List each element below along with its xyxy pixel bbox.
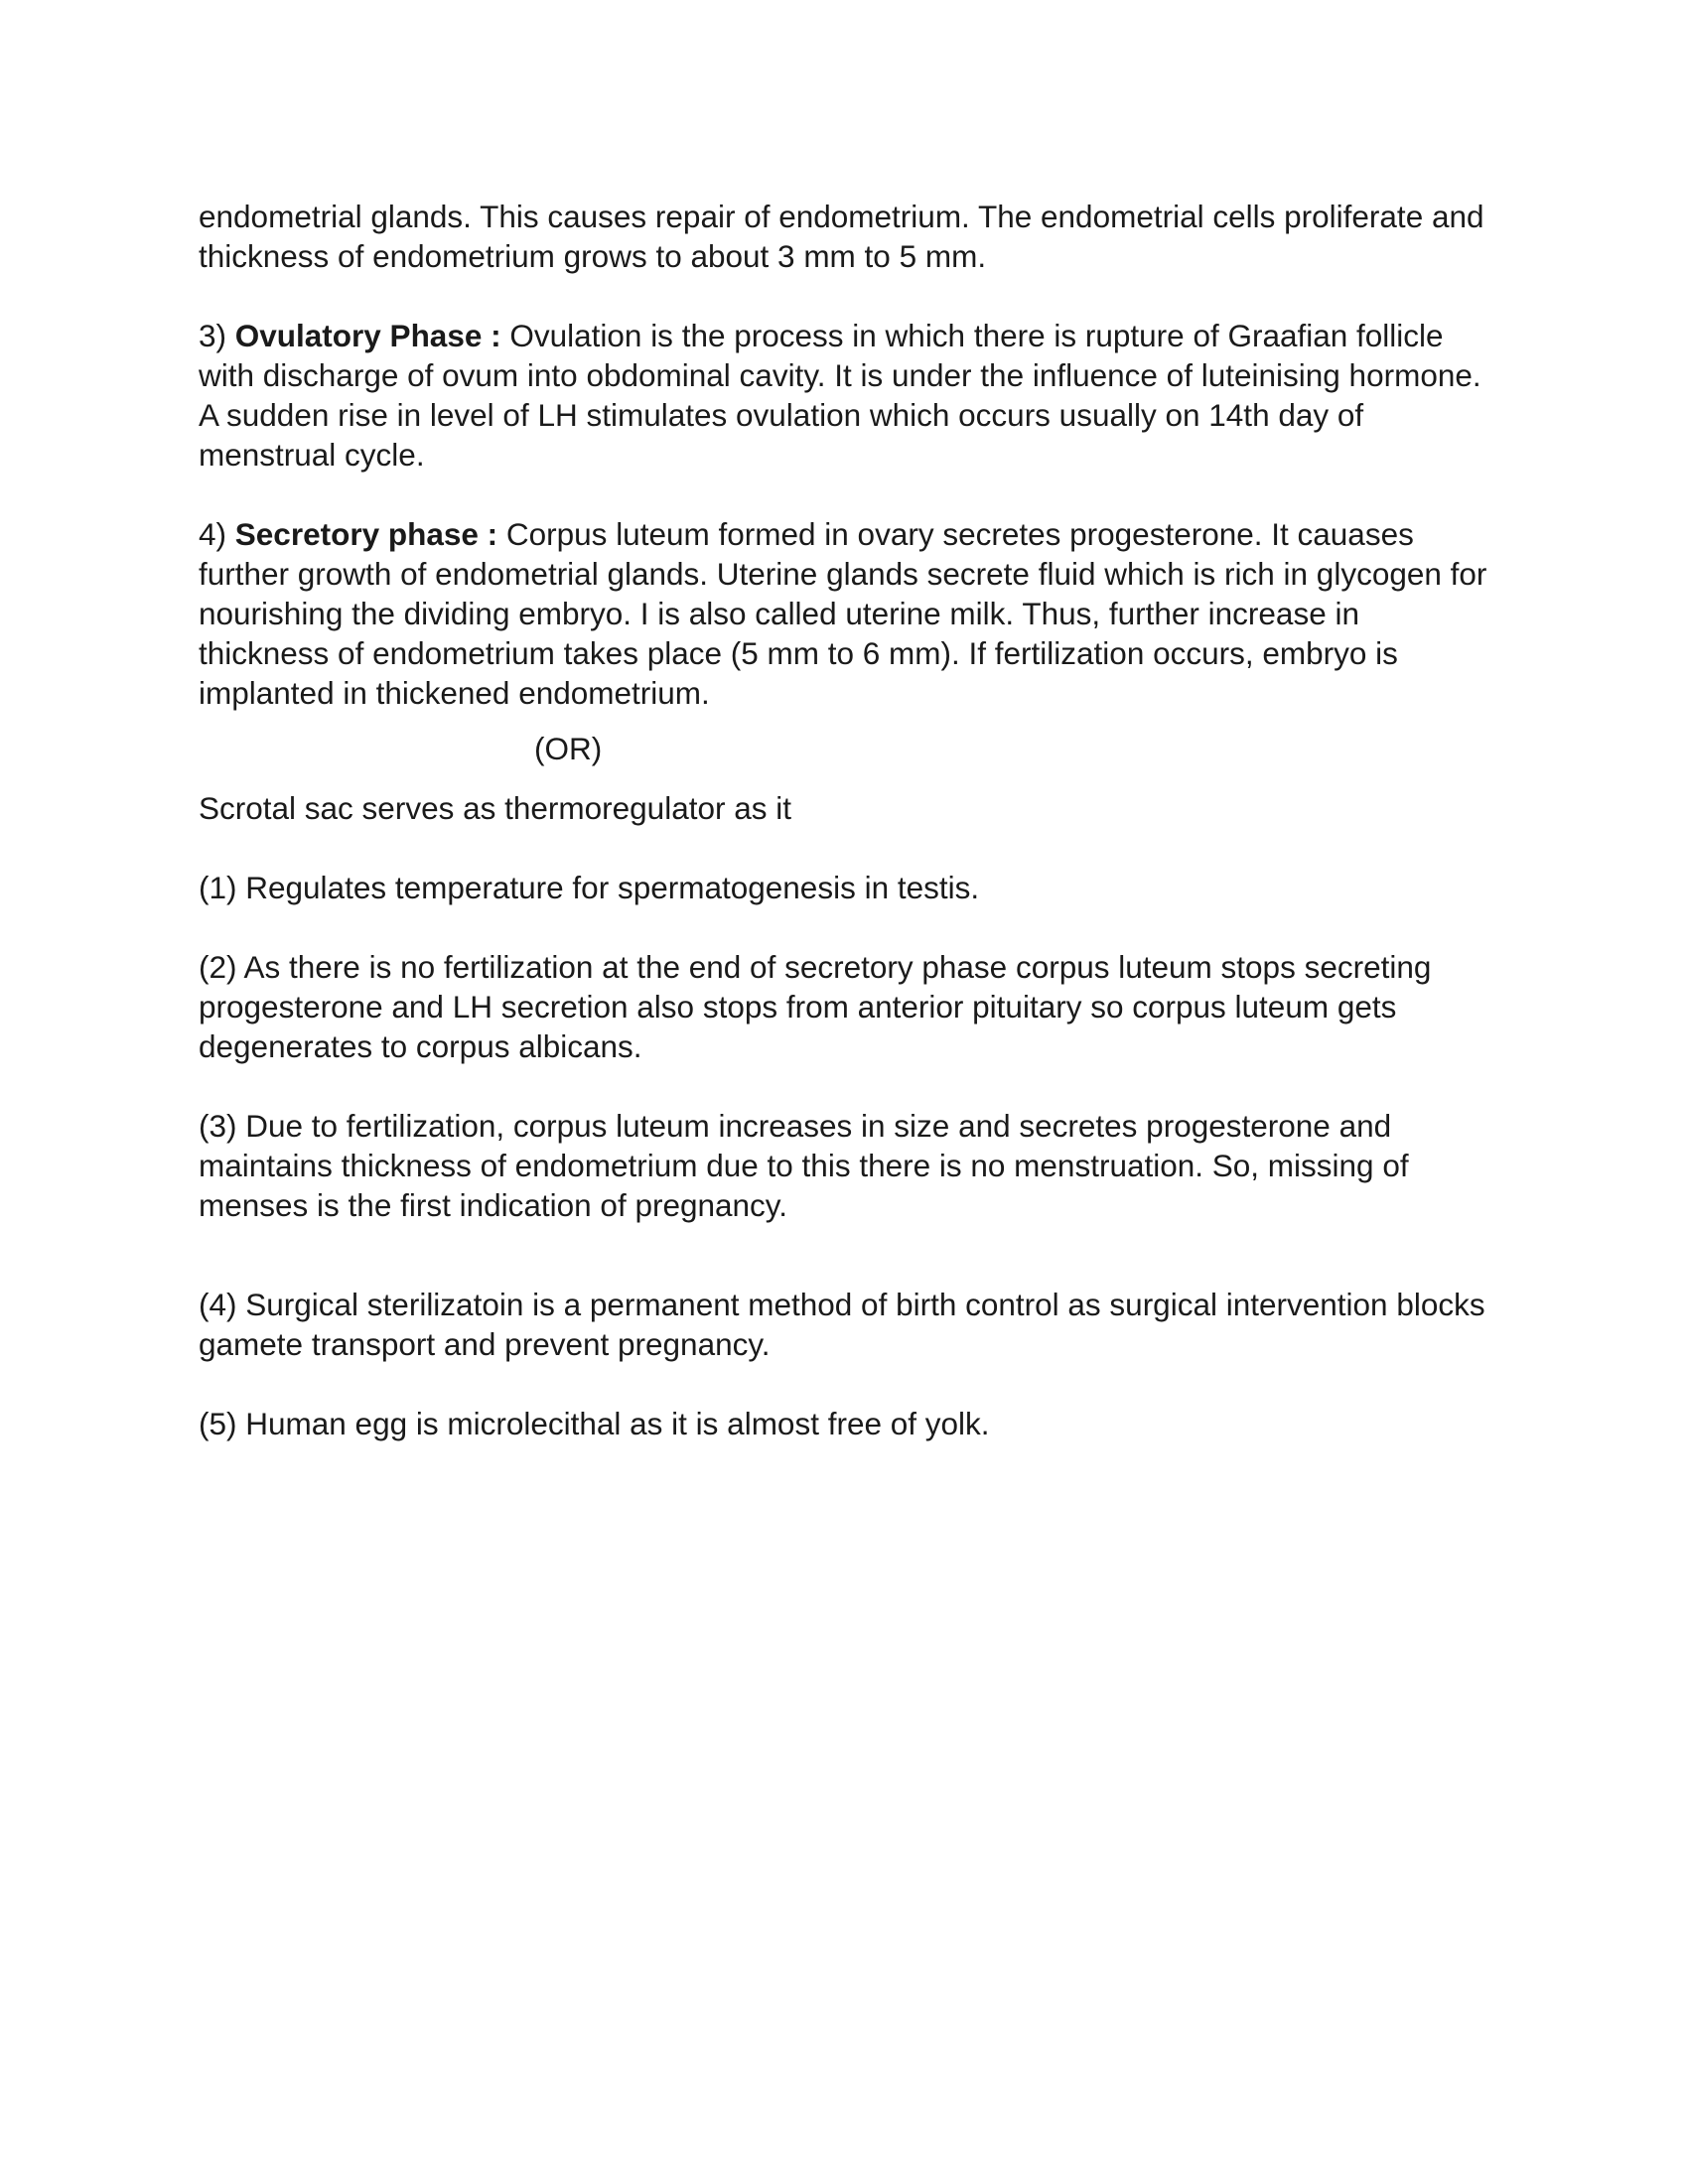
item-number: 3) bbox=[199, 318, 235, 353]
paragraph-secretory-phase bbox=[199, 514, 1489, 713]
answer-item-5 bbox=[199, 1404, 1489, 1443]
answer-item-2 bbox=[199, 947, 1489, 1066]
answer-item-1 bbox=[199, 868, 1489, 907]
paragraph-text: endometrial glands. This causes repair of endometrium. The endometrial cells proliferate and thickness of endometrium grows to about 3 mm to 5 mm. bbox=[199, 199, 1484, 274]
paragraph-text: Corpus luteum formed in ovary secretes progesterone. It cauases further growth of endometrial glands. Uterine glands secrete fluid which is rich in glycogen for nourishing the dividing embryo. I is also called uterine milk. Thus, further increase in thickness of endometrium takes place (5 mm to 6 mm). If fertilization occurs, embryo is implanted in thickened endometrium. bbox=[199, 516, 1487, 711]
or-separator: (OR) bbox=[534, 731, 603, 766]
paragraph-text: Scrotal sac serves as thermoregulator as it bbox=[199, 790, 791, 826]
paragraph-endometrial-repair bbox=[199, 197, 1489, 276]
item-number: 4) bbox=[199, 516, 235, 552]
heading-ovulatory-phase: Ovulatory Phase : bbox=[234, 318, 501, 353]
answer-item-3 bbox=[199, 1106, 1489, 1225]
paragraph-text: (2) As there is no fertilization at the end of secretory phase corpus luteum stops secreting progesterone and LH secretion also stops from anterior pituitary so corpus luteum gets degenerates to corpus albicans. bbox=[199, 949, 1432, 1064]
paragraph-text: (3) Due to fertilization, corpus luteum increases in size and secretes progesterone and maintains thickness of endometrium due to this there is no menstruation. So, missing of menses is the first indication of pregnancy. bbox=[199, 1108, 1409, 1223]
paragraph-text: (1) Regulates temperature for spermatogenesis in testis. bbox=[199, 870, 980, 905]
heading-secretory-phase: Secretory phase : bbox=[234, 516, 498, 552]
paragraph-text: (4) Surgical sterilizatoin is a permanent method of birth control as surgical intervention blocks gamete transport and prevent pregnancy. bbox=[199, 1287, 1485, 1362]
paragraph-ovulatory-phase bbox=[199, 316, 1489, 475]
document-body bbox=[199, 197, 1489, 1483]
answer-item-4 bbox=[199, 1285, 1489, 1364]
paragraph-text: Ovulation is the process in which there is rupture of Graafian follicle with discharge of ovum into obdominal cavity. It is under the influence of luteinising hormone. A sudden rise in level of LH stimulates ovulation which occurs usually on 14th day of menstrual cycle. bbox=[199, 318, 1481, 473]
paragraph-scrotal-sac bbox=[199, 788, 1489, 828]
paragraph-text: (5) Human egg is microlecithal as it is almost free of yolk. bbox=[199, 1406, 990, 1441]
